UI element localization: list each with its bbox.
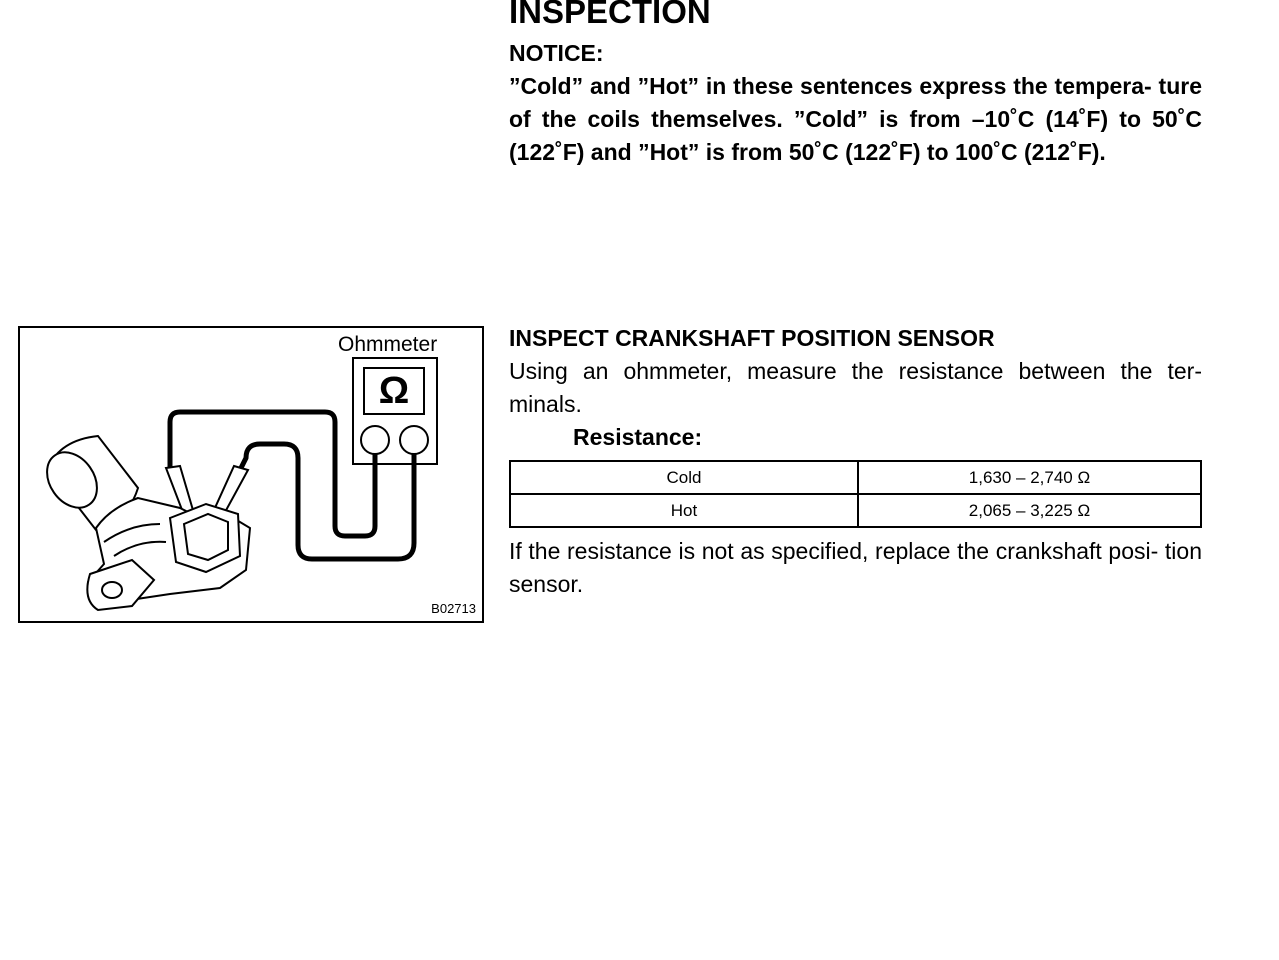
notice-text: ”Cold” and ”Hot” in these sentences express the tempera- ture of the coils themselves. ”Cold” is from –10˚C (14˚F) to 50˚C (122˚F) and ”Hot” is from 50˚C (122˚F) to 100˚C (212˚F). (509, 73, 1202, 165)
ohm-symbol: Ω (378, 370, 410, 412)
notice-label: NOTICE: (509, 40, 604, 66)
table-row (510, 461, 1201, 494)
page-title: INSPECTION (509, 0, 711, 30)
resistance-label: Resistance: (573, 424, 703, 450)
table-cell-condition: Hot (510, 494, 858, 527)
table-cell-value: 1,630 – 2,740 Ω (858, 461, 1201, 494)
result-text: If the resistance is not as specified, replace the crankshaft posi- tion sensor. (509, 538, 1202, 597)
table-cell-condition: Cold (510, 461, 858, 494)
ohmmeter-label: Ohmmeter (338, 333, 438, 356)
ohmmeter-diagram (18, 326, 484, 623)
table-cell-value: 2,065 – 3,225 Ω (858, 494, 1201, 527)
figure-code: B02713 (431, 601, 476, 616)
resistance-table (509, 460, 1202, 528)
table-row (510, 494, 1201, 527)
instruction-text: Using an ohmmeter, measure the resistance between the ter- minals. (509, 358, 1202, 417)
section-title: INSPECT CRANKSHAFT POSITION SENSOR (509, 325, 995, 351)
